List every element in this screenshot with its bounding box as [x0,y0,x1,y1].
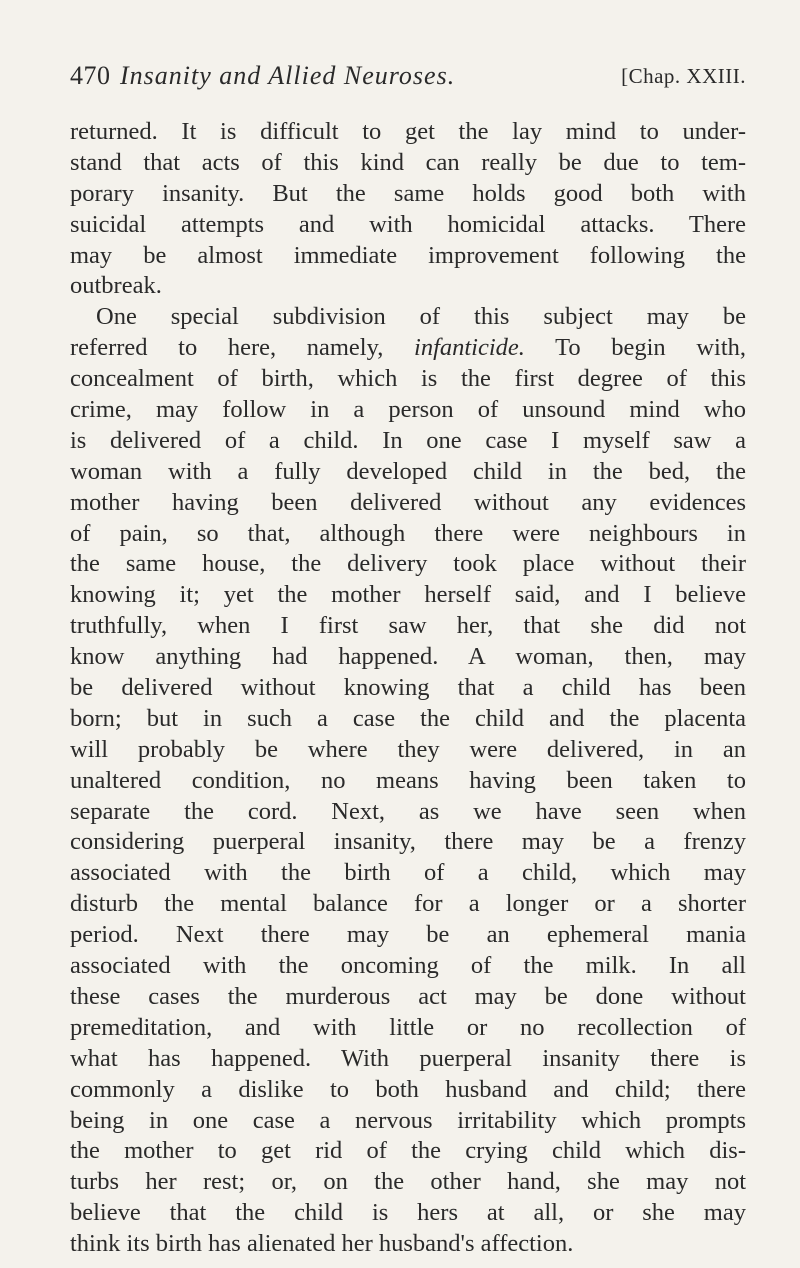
text-line: porary insanity. But the same holds good both with [70,179,746,207]
text-line: born; but in such a case the child and the placenta [70,704,746,732]
text-line: is delivered of a child. In one case I myself saw a [70,426,746,454]
text-line: be delivered without knowing that a child has been [70,674,746,702]
text-line: the same house, the delivery took place without their [70,550,746,578]
text-line: being in one case a nervous irritability which prompts [70,1106,746,1134]
running-title: Insanity and Allied Neuroses. [120,61,456,90]
text-line: premeditation, and with little or no recollection of [70,1013,746,1041]
chapter-reference: [Chap. XXIII. [621,64,746,88]
text-line: the mother to get rid of the crying child which dis- [70,1137,746,1165]
text-line: separate the cord. Next, as we have seen when [70,797,746,825]
text-line: commonly a dislike to both husband and child; there [70,1075,746,1103]
text-line: unaltered condition, no means having been taken to [70,766,746,794]
text-line: believe that the child is hers at all, or she may [70,1199,746,1227]
text-line: returned. It is difficult to get the lay mind to under- [70,118,746,145]
text-line: concealment of birth, which is the first degree of this [70,365,746,393]
text-line: woman with a fully developed child in the bed, the [70,457,746,485]
text-line: period. Next there may be an ephemeral mania [70,921,746,949]
text-line: associated with the oncoming of the milk. In all [70,952,746,980]
text-line: knowing it; yet the mother herself said, and I believe [70,581,746,609]
text-line: what has happened. With puerperal insanity there is [70,1044,746,1072]
text-line: know anything had happened. A woman, then, may [70,643,746,671]
text-line: associated with the birth of a child, which may [70,859,746,887]
text-line: suicidal attempts and with homicidal attacks. There [70,210,746,238]
text-line: these cases the murderous act may be done without [70,982,746,1010]
text-segment: referred to here, namely, [70,334,415,362]
text-line: of pain, so that, although there were neighbours in [70,519,746,547]
text-line: truthfully, when I first saw her, that she did not [70,612,746,640]
text-line: may be almost immediate improvement following the [70,241,746,269]
text-line: will probably be where they were delivered, in an [70,735,746,763]
text-line: stand that acts of this kind can really be due to tem- [70,148,746,176]
italic-term: infanticide. [414,334,525,362]
text-line: One special subdivision of this subject may be [96,303,746,331]
page-number: 470 [70,61,111,90]
text-line: disturb the mental balance for a longer or a shorter [70,890,746,918]
text-line: turbs her rest; or, on the other hand, she may not [70,1168,746,1196]
text-line [70,333,746,364]
text-line: considering puerperal insanity, there may be a frenzy [70,828,746,856]
text-line: think its birth has alienated her husband's affection. [70,1230,574,1258]
text-line: outbreak. [70,272,162,300]
text-line: crime, may follow in a person of unsound mind who [70,396,746,424]
running-head [70,56,746,96]
text-line: mother having been delivered without any evidences [70,488,746,516]
body-text [70,117,746,1260]
text-segment: To begin with, [524,334,746,362]
